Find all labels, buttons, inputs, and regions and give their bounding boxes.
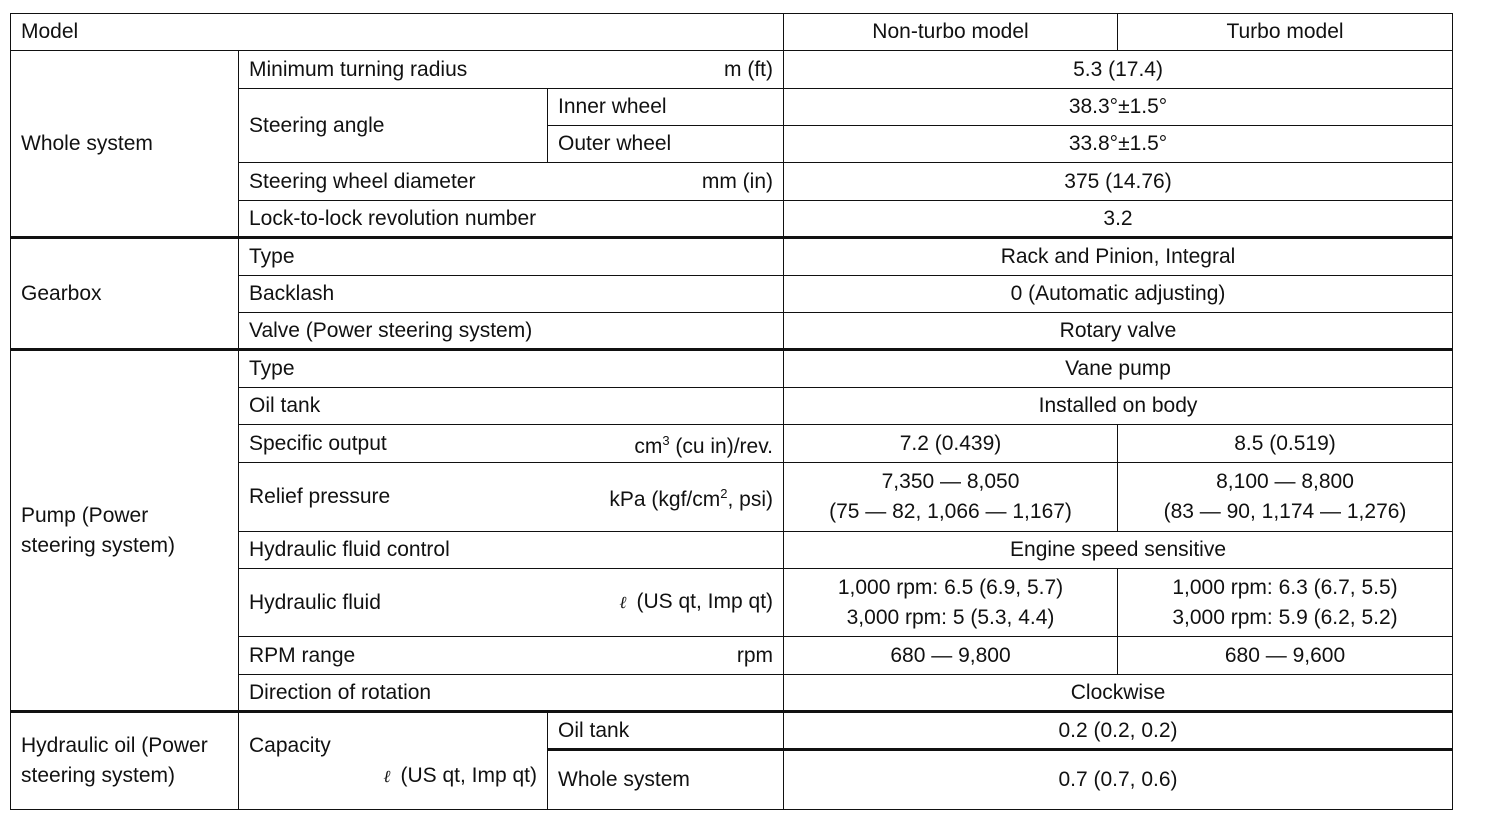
rotation-label: Direction of rotation — [239, 675, 784, 712]
pump-type-value: Vane pump — [784, 350, 1453, 388]
liter-icon: ℓ — [619, 593, 627, 613]
oil-tank-value: Installed on body — [784, 388, 1453, 425]
item-cell — [239, 569, 784, 637]
min-turning-radius-unit: m (ft) — [724, 57, 774, 81]
min-turning-radius-value: 5.3 (17.4) — [784, 51, 1453, 89]
rpm-range-turbo: 680 — 9,600 — [1118, 637, 1453, 675]
relief-pressure-label: Relief pressure — [249, 485, 391, 508]
table-row — [11, 712, 1453, 750]
liter-icon: ℓ — [383, 767, 391, 787]
table-row — [11, 350, 1453, 388]
relief-pressure-non-turbo: 7,350 — 8,050 (75 — 82, 1,066 — 1,167) — [784, 463, 1118, 532]
specific-output-turbo: 8.5 (0.519) — [1118, 425, 1453, 463]
valve-label: Valve (Power steering system) — [239, 313, 784, 350]
model-header: Model — [11, 14, 784, 51]
item-cell — [239, 51, 784, 89]
inner-wheel-value: 38.3°±1.5° — [784, 89, 1453, 126]
pump-type-label: Type — [239, 350, 784, 388]
table-row — [11, 51, 1453, 89]
specifications-table — [10, 13, 1453, 810]
header-row — [11, 14, 1453, 51]
wheel-diameter-label: Steering wheel diameter — [249, 169, 476, 193]
group-gearbox: Gearbox — [11, 238, 239, 350]
backlash-label: Backlash — [239, 276, 784, 313]
hydraulic-fluid-label: Hydraulic fluid — [249, 590, 381, 614]
outer-wheel-label: Outer wheel — [548, 126, 784, 163]
hydraulic-fluid-non-turbo: 1,000 rpm: 6.5 (6.9, 5.7) 3,000 rpm: 5 (5.3, 4.4) — [784, 569, 1118, 637]
turbo-header: Turbo model — [1118, 14, 1453, 51]
wheel-diameter-unit: mm (in) — [701, 169, 774, 193]
rpm-range-unit: rpm — [736, 643, 774, 667]
capacity-label: Capacity — [249, 734, 331, 757]
backlash-value: 0 (Automatic adjusting) — [784, 276, 1453, 313]
lock-to-lock-value: 3.2 — [784, 201, 1453, 238]
hydraulic-fluid-turbo: 1,000 rpm: 6.3 (6.7, 5.5) 3,000 rpm: 5.9 (6.2, 5.2) — [1118, 569, 1453, 637]
table-row — [11, 238, 1453, 276]
fluid-control-label: Hydraulic fluid control — [239, 532, 784, 569]
relief-pressure-turbo: 8,100 — 8,800 (83 — 90, 1,174 — 1,276) — [1118, 463, 1453, 532]
group-hydraulic-oil: Hydraulic oil (Power steering system) — [11, 712, 239, 810]
capacity-cell — [239, 712, 548, 810]
specific-output-label: Specific output — [249, 431, 387, 455]
steering-angle-label: Steering angle — [239, 89, 548, 163]
outer-wheel-value: 33.8°±1.5° — [784, 126, 1453, 163]
group-pump: Pump (Power steering system) — [11, 350, 239, 712]
group-whole-system: Whole system — [11, 51, 239, 238]
wheel-diameter-value: 375 (14.76) — [784, 163, 1453, 201]
non-turbo-header: Non-turbo model — [784, 14, 1118, 51]
relief-pressure-unit: kPa ($kgf/cm^2$, psi) — [609, 486, 774, 511]
item-cell — [239, 463, 784, 532]
capacity-whole-system-label: Whole system — [548, 750, 784, 810]
item-cell — [239, 163, 784, 201]
gearbox-type-label: Type — [239, 238, 784, 276]
item-cell — [239, 425, 784, 463]
rpm-range-non-turbo: 680 — 9,800 — [784, 637, 1118, 675]
rotation-value: Clockwise — [784, 675, 1453, 712]
item-cell — [239, 637, 784, 675]
oil-tank-label: Oil tank — [239, 388, 784, 425]
capacity-oil-tank-label: Oil tank — [548, 712, 784, 750]
specific-output-non-turbo: 7.2 (0.439) — [784, 425, 1118, 463]
gearbox-type-value: Rack and Pinion, Integral — [784, 238, 1453, 276]
fluid-control-value: Engine speed sensitive — [784, 532, 1453, 569]
lock-to-lock-label: Lock-to-lock revolution number — [239, 201, 784, 238]
capacity-unit: ℓ (US qt, Imp qt) — [249, 761, 537, 792]
rpm-range-label: RPM range — [249, 643, 356, 667]
valve-value: Rotary valve — [784, 313, 1453, 350]
specific-output-unit: $cm^3$ (cu in)/rev. — [634, 432, 774, 458]
capacity-oil-tank-value: 0.2 (0.2, 0.2) — [784, 712, 1453, 750]
min-turning-radius-label: Minimum turning radius — [249, 57, 468, 81]
capacity-whole-system-value: 0.7 (0.7, 0.6) — [784, 750, 1453, 810]
hydraulic-fluid-unit: ℓ (US qt, Imp qt) — [619, 587, 773, 618]
inner-wheel-label: Inner wheel — [548, 89, 784, 126]
